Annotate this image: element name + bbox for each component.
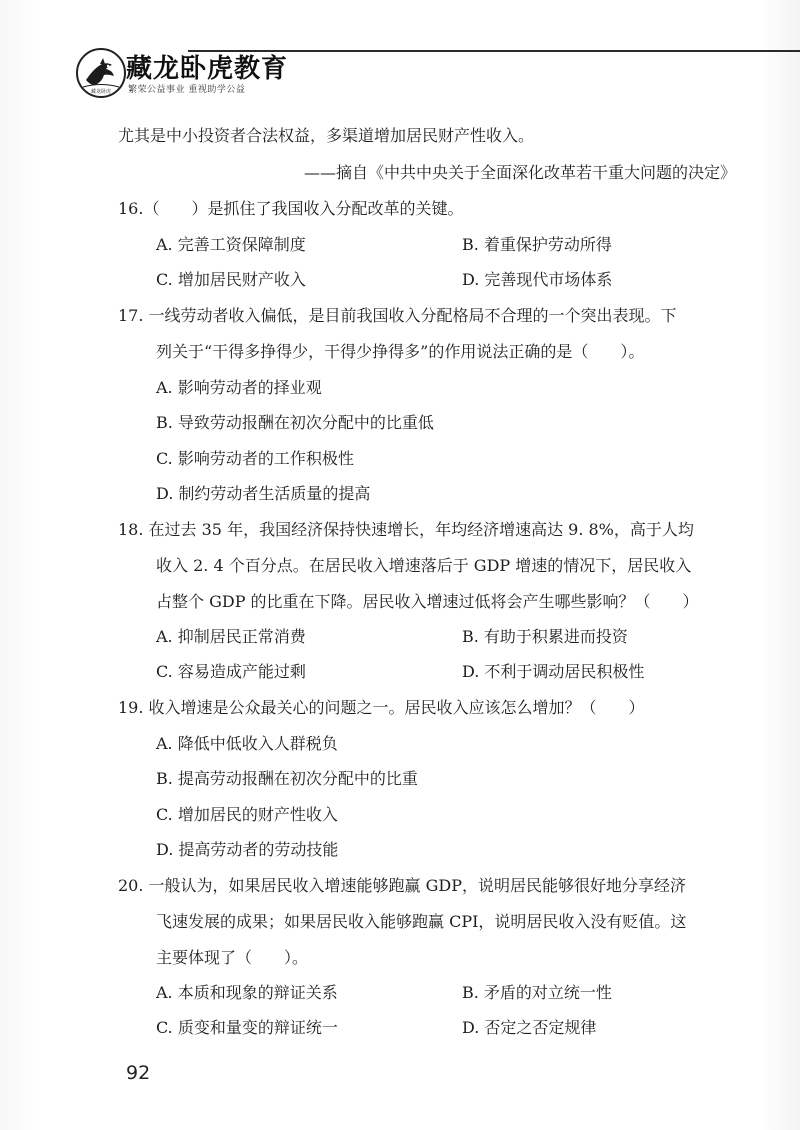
- question-19-option-b: B. 提高劳动报酬在初次分配中的比重: [156, 769, 418, 788]
- bird-logo-icon: [78, 50, 124, 96]
- brand-logo: [76, 48, 126, 98]
- question-17-option-b: B. 导致劳动报酬在初次分配中的比重低: [156, 413, 434, 432]
- page-header: [70, 44, 730, 100]
- question-19-option-c: C. 增加居民的财产性收入: [156, 805, 338, 824]
- question-16-option-b: B. 着重保护劳动所得: [462, 235, 612, 254]
- brand-title: 藏龙卧虎教育: [126, 54, 289, 84]
- question-20-stem-line-1: 20. 一般认为，如果居民收入增速能够跑赢 GDP，说明居民能够很好地分享经济: [118, 876, 686, 895]
- question-16-option-d: D. 完善现代市场体系: [462, 270, 613, 289]
- question-17-option-c: C. 影响劳动者的工作积极性: [156, 449, 354, 468]
- intro-citation: ——摘自《中共中央关于全面深化改革若干重大问题的决定》: [304, 163, 737, 182]
- question-17-stem-line-2: 列关于“干得多挣得少，干得少挣得多”的作用说法正确的是（ ）。: [156, 342, 645, 361]
- question-19-option-d: D. 提高劳动者的劳动技能: [156, 840, 339, 859]
- question-20-option-c: C. 质变和量变的辩证统一: [156, 1018, 338, 1037]
- question-18-option-b: B. 有助于积累进而投资: [462, 627, 628, 646]
- question-16-option-a: A. 完善工资保障制度: [156, 235, 306, 254]
- question-18-option-d: D. 不利于调动居民积极性: [462, 662, 645, 681]
- brand-subtitle: 繁荣公益事业 重视助学公益: [128, 85, 246, 95]
- intro-text: 尤其是中小投资者合法权益，多渠道增加居民财产性收入。: [118, 126, 535, 145]
- question-20-stem-line-3: 主要体现了（ ）。: [156, 948, 309, 967]
- question-16-option-c: C. 增加居民财产收入: [156, 270, 306, 289]
- question-18-stem-line-2: 收入 2. 4 个百分点。在居民收入增速落后于 GDP 增速的情况下，居民收入: [156, 556, 692, 575]
- question-18-stem-line-3: 占整个 GDP 的比重在下降。居民收入增速过低将会产生哪些影响？（ ）: [156, 592, 699, 611]
- question-20-option-a: A. 本质和现象的辩证关系: [156, 983, 338, 1002]
- question-17-option-a: A. 影响劳动者的择业观: [156, 378, 322, 397]
- question-18-option-a: A. 抑制居民正常消费: [156, 627, 306, 646]
- question-16-stem: 16.（ ）是抓住了我国收入分配改革的关键。: [118, 199, 464, 218]
- question-19-stem: 19. 收入增速是公众最关心的问题之一。居民收入应该怎么增加？（ ）: [118, 698, 645, 717]
- logo-caption: 藏龙卧虎: [90, 89, 112, 95]
- question-19-option-a: A. 降低中低收入人群税负: [156, 734, 338, 753]
- question-20-option-d: D. 否定之否定规律: [462, 1018, 597, 1037]
- question-17-option-d: D. 制约劳动者生活质量的提高: [156, 484, 371, 503]
- question-20-option-b: B. 矛盾的对立统一性: [462, 983, 612, 1002]
- question-17-stem-line-1: 17. 一线劳动者收入偏低，是目前我国收入分配格局不合理的一个突出表现。下: [118, 306, 677, 325]
- question-18-option-c: C. 容易造成产能过剩: [156, 662, 306, 681]
- page-number: 92: [126, 1062, 151, 1084]
- header-divider: [188, 50, 800, 52]
- question-18-stem-line-1: 18. 在过去 35 年，我国经济保持快速增长，年均经济增速高达 9. 8%，高于人均: [118, 520, 694, 539]
- question-20-stem-line-2: 飞速发展的成果；如果居民收入能够跑赢 CPI，说明居民收入没有贬值。这: [156, 912, 687, 931]
